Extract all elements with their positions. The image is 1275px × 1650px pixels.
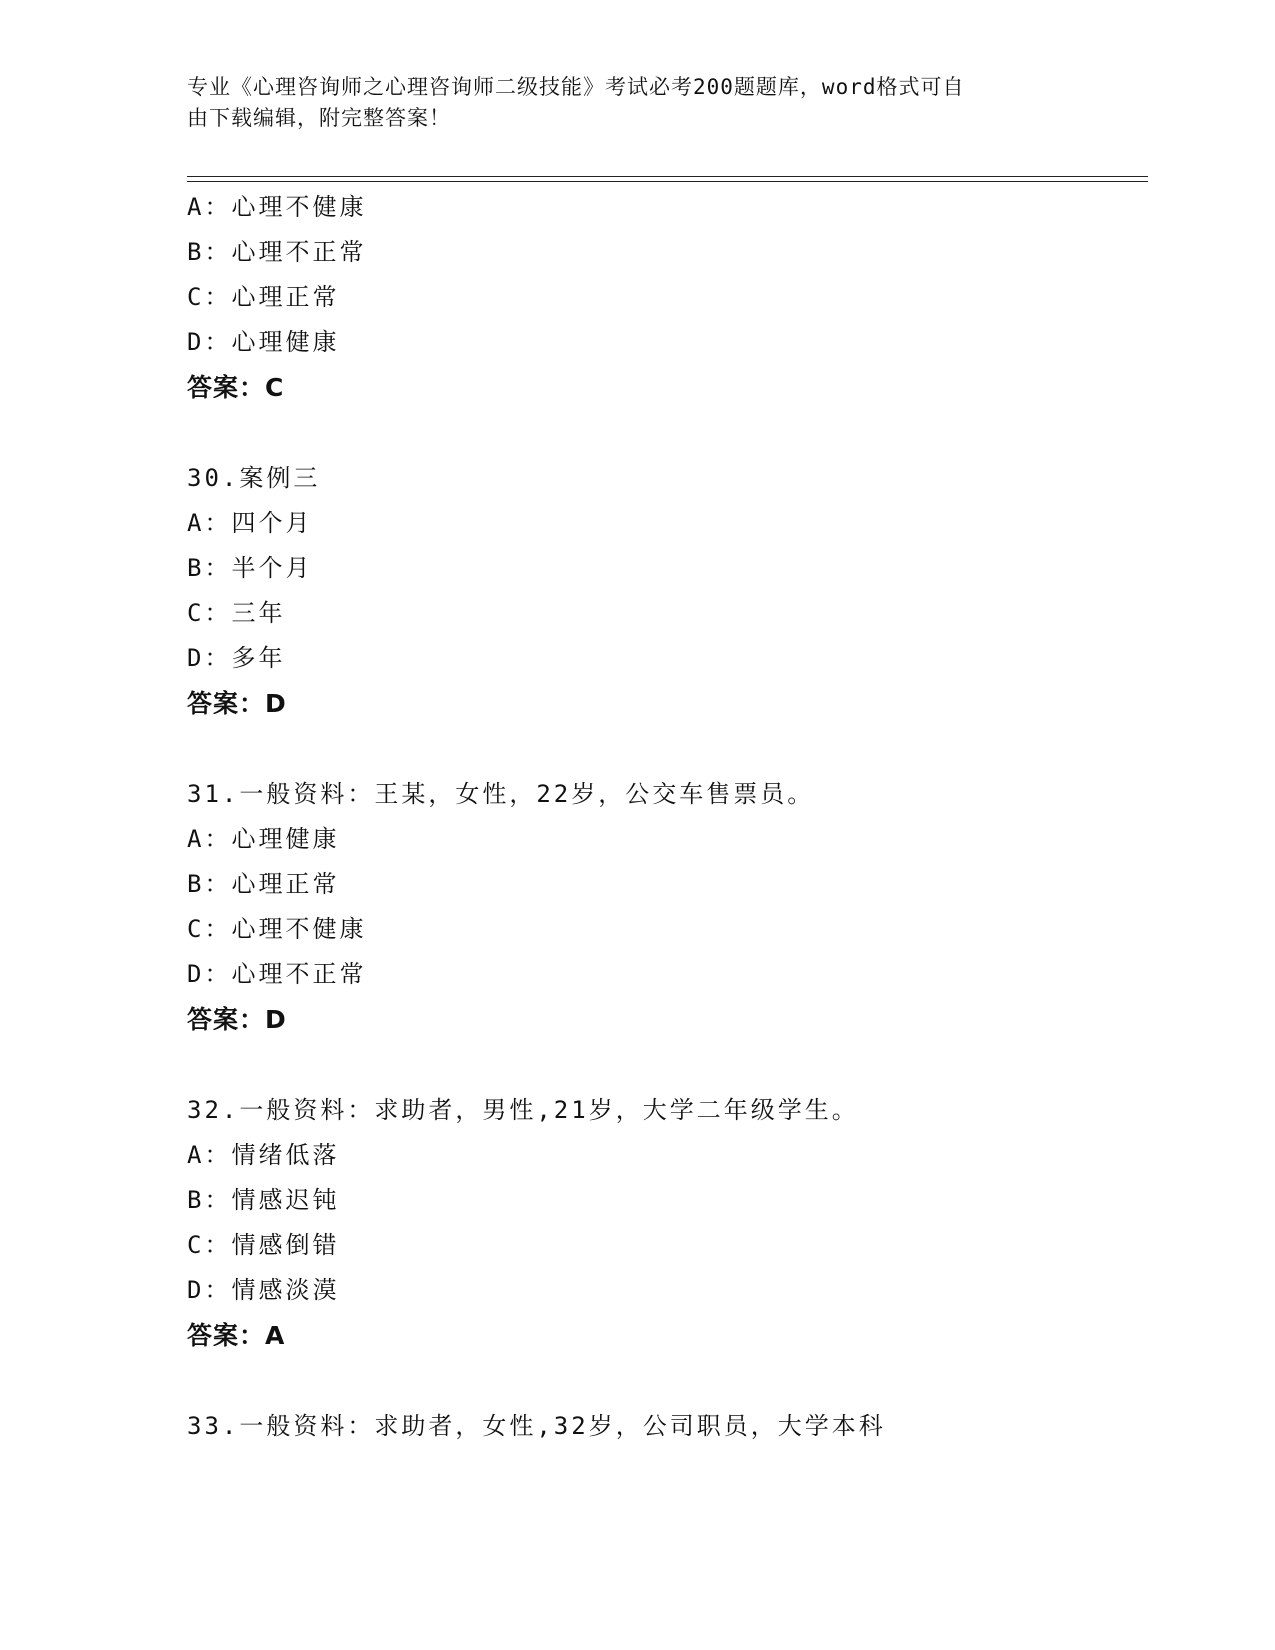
header-divider-bottom bbox=[187, 181, 1148, 182]
q29-option-b: B：心理不正常 bbox=[187, 238, 367, 266]
header-divider-top bbox=[187, 176, 1148, 177]
q31-answer: 答案：D bbox=[187, 1005, 287, 1034]
q32-option-c: C：情感倒错 bbox=[187, 1231, 340, 1259]
q32-option-b: B：情感迟钝 bbox=[187, 1186, 340, 1214]
q32-option-d: D：情感淡漠 bbox=[187, 1276, 340, 1304]
document-header bbox=[187, 72, 1057, 134]
q30-option-b: B：半个月 bbox=[187, 554, 313, 582]
q31-option-a: A：心理健康 bbox=[187, 825, 340, 853]
q32-answer: 答案：A bbox=[187, 1321, 286, 1350]
q29-answer: 答案：C bbox=[187, 373, 285, 402]
q30-question: 30.案例三 bbox=[187, 464, 321, 492]
q30-option-c: C：三年 bbox=[187, 599, 286, 627]
q29-option-c: C：心理正常 bbox=[187, 283, 340, 311]
q30-option-d: D：多年 bbox=[187, 644, 286, 672]
q32-question: 32.一般资料：求助者，男性,21岁，大学二年级学生。 bbox=[187, 1096, 859, 1124]
header-line-2: 由下载编辑，附完整答案！ bbox=[187, 106, 451, 130]
q31-option-b: B：心理正常 bbox=[187, 870, 340, 898]
q29-option-d: D：心理健康 bbox=[187, 328, 340, 356]
q33-question: 33.一般资料：求助者，女性,32岁，公司职员，大学本科 bbox=[187, 1412, 886, 1440]
q30-option-a: A：四个月 bbox=[187, 509, 313, 537]
q31-option-d: D：心理不正常 bbox=[187, 960, 367, 988]
header-line-1: 专业《心理咨询师之心理咨询师二级技能》考试必考200题题库，word格式可自 bbox=[187, 75, 965, 99]
q31-question: 31.一般资料：王某，女性，22岁，公交车售票员。 bbox=[187, 780, 815, 808]
q29-option-a: A：心理不健康 bbox=[187, 193, 367, 221]
q30-answer: 答案：D bbox=[187, 689, 287, 718]
q31-option-c: C：心理不健康 bbox=[187, 915, 367, 943]
q32-option-a: A：情绪低落 bbox=[187, 1141, 340, 1169]
